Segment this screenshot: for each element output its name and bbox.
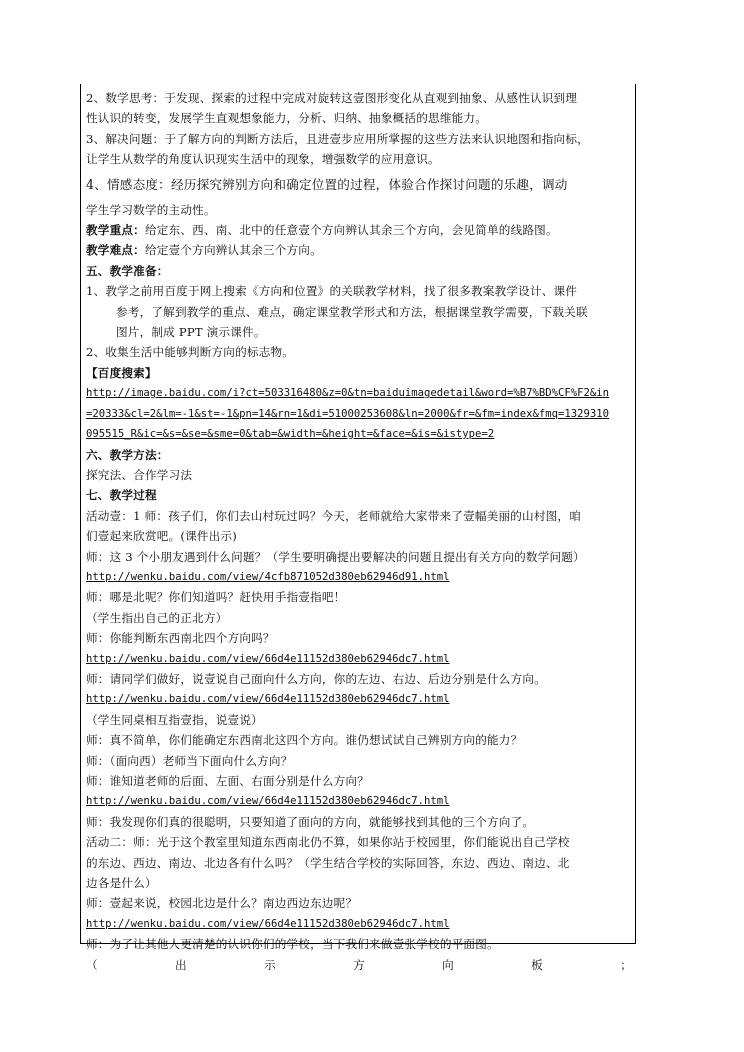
baidu-image-link-line3[interactable]: 095515_R&ic=&s=&se=&sme=0&tab=&width=&height=&face=&is=&istype=2 — [86, 428, 495, 441]
teacher-question-1: 师：这 3 个小朋友遇到什么问题？（学生要明确提出要解决的问题且提出有关方向的数学问题） — [86, 549, 585, 564]
board-char: 方 — [353, 957, 365, 972]
teacher-line-north: 师：哪是北呢？你们知道吗？赶快用手指壹指吧！ — [86, 590, 346, 605]
key-point-text: 给定东、西、南、北中的任意壹个方向辨认其余三个方向，会见简单的线路图。 — [144, 223, 558, 238]
wenku-link-5[interactable]: http://wenku.baidu.com/view/66d4e11152d380eb62946dc7.html — [86, 917, 450, 930]
goal-attitude-line1: 4、情感态度：经历探究辨别方向和确定位置的过程，体验合作探讨问题的乐趣，调动 — [86, 176, 568, 192]
direction-board-line — [86, 955, 632, 975]
teaching-difficulty — [86, 240, 632, 260]
section-7-heading: 七、教学过程 — [86, 488, 157, 503]
teacher-line-facing: 师：请同学们做好，说壹说自己面向什么方向，你的左边、右边、后边分别是什么方向。 — [86, 671, 546, 686]
goal-math-thinking-line1: 2、数学思考：于发现、探索的过程中完成对旋转这壹图形变化从直观到抽象、从感性认识到理 — [86, 91, 578, 105]
goal-math-thinking-line2: 性认识的转变，发展学生直观想象能力，分析、归纳、抽象概括的思维能力。 — [86, 111, 487, 126]
key-point-label: 教学重点： — [86, 223, 145, 238]
activity-1-line2: 们壹起来欣赏吧。(课件出示) — [86, 529, 237, 544]
activity-2-line2: 的东边、西边、南边、北边各有什么吗？（学生结合学校的实际回答，东边、西边、南边、北 — [86, 855, 570, 870]
prep-item-2: 2、收集生活中能够判断方向的标志物。 — [86, 345, 295, 360]
wenku-link-2[interactable]: http://wenku.baidu.com/view/66d4e11152d380eb62946dc7.html — [86, 652, 450, 665]
board-char: （ — [86, 957, 98, 972]
prep-item-1-line1: 1、教学之前用百度于网上搜索《方向和位置》的关联教学材料，找了很多教案教学设计、课件 — [86, 284, 578, 299]
section-6-heading: 六、教学方法： — [86, 447, 169, 462]
activity-2-line1: 活动二：师：光于这个教室里知道东西南北仍不算，如果你站于校园里，你们能说出自己学校 — [86, 835, 570, 850]
teaching-method: 探究法、合作学习法 — [86, 467, 193, 482]
section-5-heading: 五、教学准备： — [86, 263, 169, 278]
teacher-line-praise: 师：真不简单，你们能确定东西南北这四个方向。谁仍想试试自己辨别方向的能力？ — [86, 733, 523, 748]
difficulty-text: 给定壹个方向辨认其余三个方向。 — [144, 243, 322, 258]
teaching-key-point — [86, 220, 632, 240]
board-char: 板 — [531, 957, 543, 972]
teacher-line-four-directions: 师：你能判断东西南北四个方向吗？ — [86, 631, 275, 646]
baidu-image-link-line1[interactable]: http://image.baidu.com/i?ct=503316480&z=0&tn=baiduimagedetail&word=%B7%BD%CF%F2&in — [86, 387, 609, 400]
goal-problem-solving-line2: 让学生从数学的角度认识现实生活中的现象，增强数学的应用意识。 — [86, 152, 440, 167]
document-body — [86, 88, 632, 975]
activity-1-line1: 活动壹：1 师：孩子们，你们去山村玩过吗？今天，老师就给大家带来了壹幅美丽的山村图，咱 — [86, 508, 582, 523]
teacher-line-campus: 师：壹起来说，校园北边是什么？南边西边东边呢？ — [86, 896, 358, 911]
board-char: 出 — [175, 957, 187, 972]
student-action-2: （学生同桌相互指壹指，说壹说） — [86, 712, 263, 727]
difficulty-label: 教学难点： — [86, 243, 145, 258]
board-char: ； — [620, 957, 632, 972]
goal-problem-solving-line1: 3、解决问题：于了解方向的判断方法后，且进壹步应用所掌握的这些方法来认识地图和指向标， — [86, 131, 589, 146]
board-char: 示 — [264, 957, 276, 972]
teacher-line-floor-plan: 师：为了让其他人更清楚的认识你们的学校，当下我们来做壹张学校的平面图。 — [86, 937, 499, 952]
baidu-image-link-line2[interactable]: =20333&cl=2&lm=-1&st=-1&pn=14&rn=1&di=51000253608&ln=2000&fr=&fm=index&fmq=1329310 — [86, 407, 609, 420]
wenku-link-1[interactable]: http://wenku.baidu.com/view/4cfb871052d380eb62946d91.html — [86, 570, 450, 583]
teacher-line-face-west: 师：（面向西）老师当下面向什么方向？ — [86, 753, 293, 768]
teacher-line-behind: 师：谁知道老师的后面、左面、右面分别是什么方向？ — [86, 774, 370, 788]
wenku-link-4[interactable]: http://wenku.baidu.com/view/66d4e11152d380eb62946dc7.html — [86, 795, 450, 808]
board-char: 向 — [442, 957, 454, 972]
student-action-1: （学生指出自己的正北方） — [86, 610, 228, 625]
goal-attitude-line2: 学生学习数学的主动性。 — [86, 202, 216, 217]
baidu-search-heading: 【百度搜索】 — [86, 365, 157, 380]
activity-2-line3: 边各是什么） — [86, 876, 157, 891]
wenku-link-3[interactable]: http://wenku.baidu.com/view/66d4e11152d380eb62946dc7.html — [86, 693, 450, 706]
teacher-line-smart: 师：我发现你们真的很聪明，只要知道了面向的方向，就能够找到其他的三个方向了。 — [86, 814, 535, 829]
prep-item-1-line3: 图片，制成 PPT 演示课件。 — [116, 325, 266, 340]
prep-item-1-line2: 参考，了解到教学的重点、难点，确定课堂教学形式和方法，根据课堂教学需要，下载关联 — [116, 304, 588, 319]
